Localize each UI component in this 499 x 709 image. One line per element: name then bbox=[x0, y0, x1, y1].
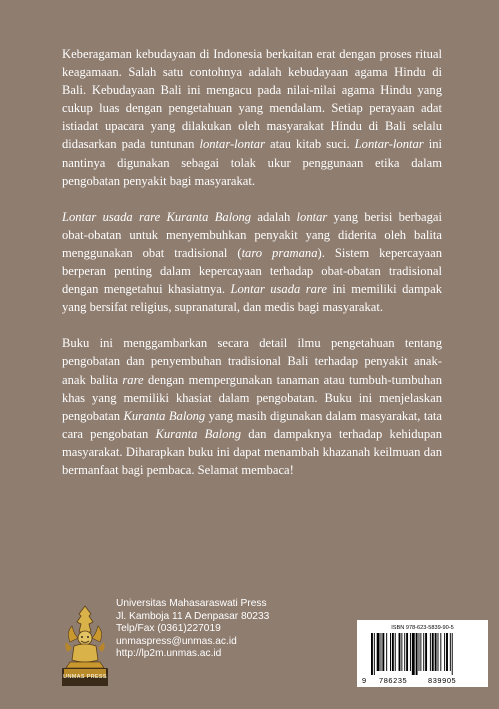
barcode-digits-left: 786235 bbox=[379, 676, 408, 685]
barcode-bar bbox=[450, 633, 451, 671]
barcode-bar bbox=[399, 633, 401, 671]
text-run: dan dampaknya terhadap kehidupan masyarakat. Diharapkan buku ini dapat menambah khazanah keilmuan dan bermanfaat bagi pembaca. Selamat membaca! bbox=[62, 426, 443, 477]
isbn-barcode bbox=[357, 620, 488, 687]
barcode-bar bbox=[401, 633, 402, 671]
text-run: Kuranta Balong bbox=[123, 408, 206, 423]
text-run: Lontar usada rare bbox=[230, 282, 327, 297]
publisher-contact bbox=[116, 598, 316, 661]
text-run: Kuranta Balong bbox=[155, 426, 242, 441]
barcode-bar bbox=[390, 633, 391, 671]
logo-label: UNMAS PRESS bbox=[63, 674, 107, 680]
barcode-bar bbox=[444, 633, 445, 671]
barcode-bar bbox=[425, 633, 427, 671]
isbn-label: ISBN 978-623-5839-90-5 bbox=[391, 625, 454, 631]
barcode-bar bbox=[435, 633, 437, 671]
barcode-bar bbox=[412, 633, 415, 675]
text-run: yang berisi berbagai obat-obatan untuk menyembuhkan penyakit yang diderita oleh balita menggunakan obat tradisional ( bbox=[62, 209, 442, 260]
barcode-bar bbox=[446, 633, 448, 671]
barcode-bar bbox=[377, 633, 380, 671]
text-run: lontar-lontar bbox=[199, 137, 265, 152]
text-run: rare bbox=[122, 372, 144, 387]
text-run: lontar bbox=[296, 209, 328, 224]
barcode-bar bbox=[404, 633, 405, 671]
text-run: taro pramana bbox=[241, 245, 318, 260]
barcode-bars-icon bbox=[371, 633, 475, 675]
text-run: ini memiliki dampak yang bersifat religius, supranatural, dan medis bagi masyarakat. bbox=[62, 282, 442, 315]
barcode-bar bbox=[395, 633, 396, 671]
blurb bbox=[62, 45, 442, 479]
barcode-bar bbox=[423, 633, 424, 671]
text-run: Keberagaman kebudayaan di Indonesia berkaitan erat dengan proses ritual keagamaan. Salah satu contohnya adalah kebudayaan agama Hindu di Bali. Kebudayaan Bali ini mengacu pada nilai-nilai agama Hindu yang cukup luas dengan pengetahuan yang mendalam. Setiap perayaan adat istiadat upacara yang dilakukan oleh masyarakat Hindu di Bali selalu didasarkan pada tuntunan bbox=[62, 47, 442, 152]
barcode-lead-digit: 9 bbox=[362, 676, 367, 685]
barcode-bar bbox=[440, 633, 441, 671]
barcode-bar bbox=[438, 633, 439, 671]
publisher-phone: Telp/Fax (0361)227019 bbox=[116, 623, 221, 635]
barcode-digits-right: 839905 bbox=[428, 676, 457, 685]
barcode-bar bbox=[430, 633, 431, 671]
paragraph-1 bbox=[62, 45, 442, 190]
barcode-bar bbox=[419, 633, 420, 671]
barcode-bar bbox=[432, 633, 434, 671]
text-run: Lontar-lontar bbox=[354, 137, 424, 152]
text-run: Lontar usada rare Kuranta Balong bbox=[62, 209, 252, 224]
barcode-bar bbox=[381, 633, 382, 671]
text-run: ini nantinya digunakan sebagai tolak ukur penggunaan etika dalam pengobatan penyakit bagi masyarakat. bbox=[62, 137, 442, 188]
barcode-bar bbox=[452, 633, 453, 675]
publisher-website: http://lp2m.unmas.ac.id bbox=[116, 648, 222, 660]
barcode-bar bbox=[371, 633, 373, 675]
barcode-bar bbox=[416, 633, 418, 675]
paragraph-2 bbox=[62, 208, 442, 317]
text-run: adalah bbox=[251, 209, 297, 224]
text-run: Buku ini menggambarkan secara detail ilmu pengetahuan tentang pengobatan dan penyembuhan tradisional Bali terhadap penyakit anak-anak balita bbox=[62, 336, 442, 387]
publisher-name: Universitas Mahasaraswati Press bbox=[116, 598, 267, 609]
paragraph-3 bbox=[62, 334, 442, 479]
barcode-bar bbox=[420, 633, 421, 671]
barcode-bar bbox=[374, 633, 375, 675]
publisher-email: unmaspress@unmas.ac.id bbox=[116, 635, 237, 647]
text-run: yang masih digunakan dalam masyarakat, tata cara pengobatan bbox=[62, 408, 443, 441]
barcode-bar bbox=[382, 633, 384, 671]
text-run: atau kitab suci. bbox=[264, 137, 355, 152]
barcode-bar bbox=[406, 633, 408, 671]
barcode-bar bbox=[392, 633, 394, 671]
text-run: ). Sistem kepercayaan berperan penting dalam kepercayaan terhadap obat-obatan tradisional dengan mengetahui khasiatnya. bbox=[62, 245, 442, 297]
barcode-bar bbox=[410, 633, 411, 671]
text-run: dengan mempergunakan tanaman atau tumbuh-tumbuhan khas yang memiliki khasiat dalam pengobatan. Buku ini menjelaskan pengobatan bbox=[62, 372, 442, 423]
publisher-block bbox=[60, 598, 310, 690]
publisher-address: Jl. Kamboja 11 A Denpasar 80233 bbox=[116, 610, 270, 622]
barcode-bar bbox=[386, 633, 387, 671]
